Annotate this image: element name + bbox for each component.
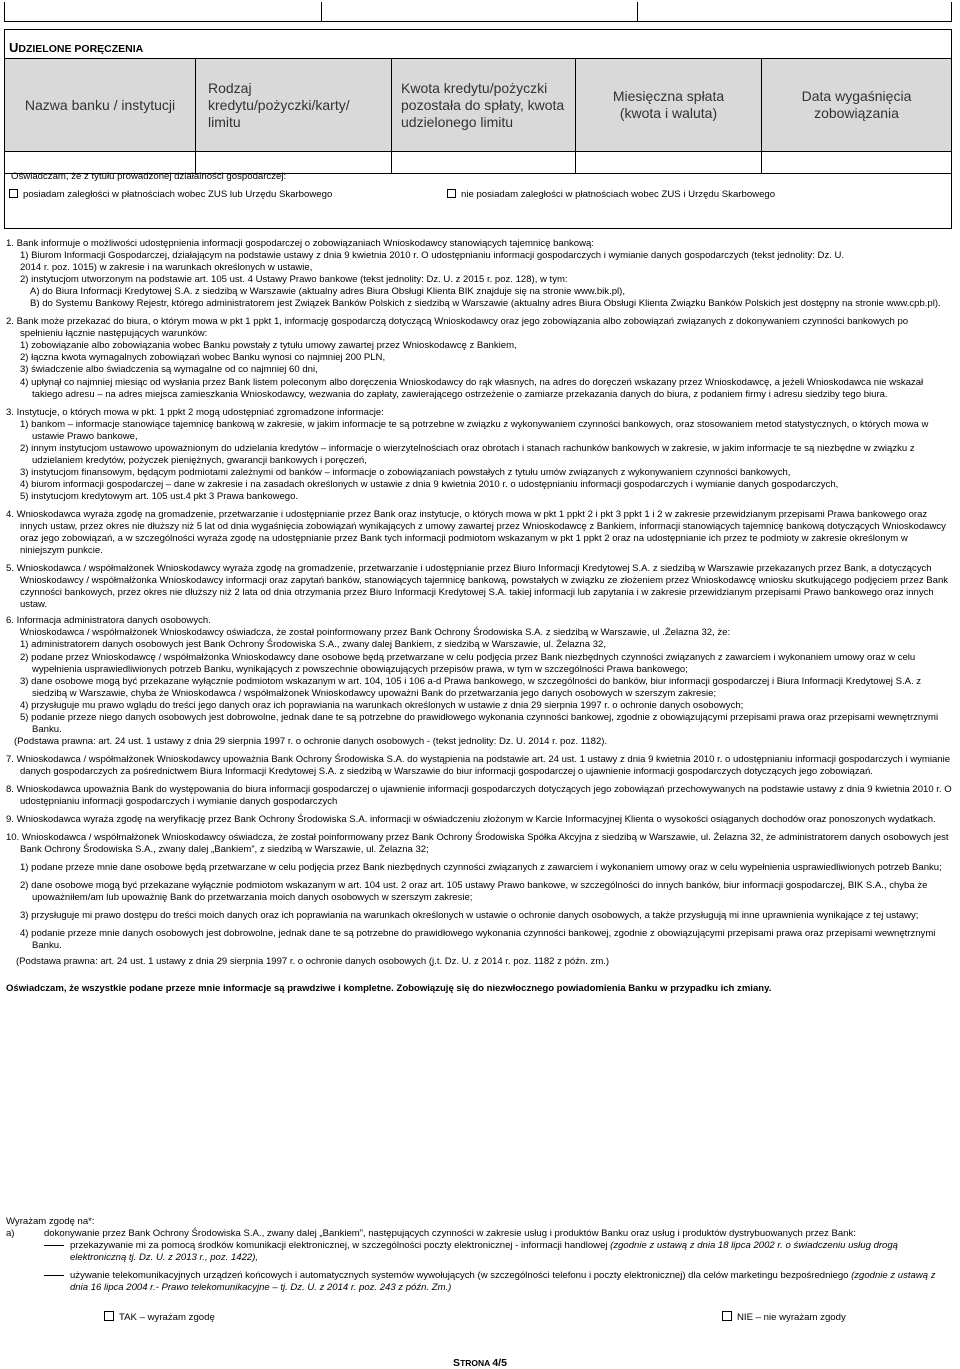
declaration-option-no[interactable]: nie posiadam zaległości w płatnościach wobec ZUS i Urzędu Skarbowego [447, 189, 775, 200]
top-table-strip [4, 2, 952, 22]
declaration-intro: Oświadczam, że z tytułu prowadzonej działalności gospodarczej: [11, 171, 287, 182]
page-number: STRONA 4/5 [453, 1357, 507, 1369]
header-expiry-date: Data wygaśnięcia zobowiązania [761, 58, 951, 151]
guarantees-table [4, 29, 952, 229]
guarantees-title: UDZIELONE PORĘCZENIA [9, 40, 144, 55]
header-amount-remaining: Kwota kredytu/pożyczki pozostała do spłaty, kwota udzielonego limitu [391, 58, 575, 151]
header-monthly-payment: Miesięczna spłata (kwota i waluta) [575, 58, 761, 151]
consent-yes-option[interactable]: TAK – wyrażam zgodę [104, 1311, 215, 1323]
consent-section: Wyrażam zgodę na*: a) dokonywanie przez Bank Ochrony Środowiska S.A., zwany dalej „Bankiem”, następujących czynności w zakresie usług i produktów Banku oraz usług i produktów dystrybuowanych przez Bank: przekazywanie mi za pomocą środków komunikacji elektronicznej, w szczególności poczty elektronicznej - informacji handlowej (zgodnie z ustawą z dnia 18 lipca 2002 r. o świadczeniu usług drogą elektroniczną tj. Dz. U. z 2013 r., poz. 1422), używanie telekomunikacyjnych urządzeń końcowych i automatycznych systemów wywołujących (w szczególności telefonu i poczty elektronicznej) dla celów marketingu bezpośredniego (zgodnie z ustawą z dnia 16 lipca 2004 r.- Prawo telekomunikacyjne – tj. Dz. U. z 2014 r. poz. 243 z późn. Zm.) [6, 1216, 952, 1294]
header-bank-name: Nazwa banku / instytucji [5, 58, 195, 151]
checkbox-icon[interactable] [722, 1311, 732, 1321]
dash-icon [44, 1245, 64, 1246]
dash-icon [44, 1275, 64, 1276]
consent-no-option[interactable]: NIE – nie wyrażam zgody [722, 1311, 846, 1323]
checkbox-icon[interactable] [447, 189, 456, 198]
declaration-option-yes[interactable]: posiadam zaległości w płatnościach wobec ZUS lub Urzędu Skarbowego [9, 189, 332, 200]
truth-statement: Oświadczam, że wszystkie podane przeze mnie informacje są prawdziwe i kompletne. Zobowiązuję się do niezwłocznego powiadomienia Banku w przypadku ich zmiany. [6, 982, 772, 994]
checkbox-icon[interactable] [9, 189, 18, 198]
consent-telecom-marketing: używanie telekomunikacyjnych urządzeń końcowych i automatycznych systemów wywołujących (w szczególności telefonu i poczty elektronicznej) dla celów marketingu bezpośredniego (zgodnie z ustawą z dnia 16 lipca 2004 r.- Prawo telekomunikacyjne – tj. Dz. U. z 2014 r. poz. 243 z późn. Zm.) [6, 1270, 952, 1294]
header-credit-type: Rodzaj kredytu/pożyczki/karty/ limitu [195, 58, 391, 151]
checkbox-icon[interactable] [104, 1311, 114, 1321]
terms-content: 1. Bank informuje o możliwości udostępnienia informacji gospodarczej o zobowiązaniach Wnioskodawcy stanowiących tajemnicę bankową: 1) Biurom Informacji Gospodarczej, działającym na podstawie ustawy z dnia 9 kwietnia 2010 r. O udostępnianiu informacji gospodarczych i wymianie danych gospodarczych (tekst jednolity: Dz. U. 2014 r. poz. 1015) w zakresie i na warunkach określonych w ustawie, 2) instytucjom utworzonym na podstawie art. 105 ust. 4 Ustawy Prawo bankowe (tekst jednolity: Dz. U. z 2015 r. poz. 128), w tym: A) do Biura Informacji Kredytowej S.A. z siedzibą w Warszawie (aktualny adres Biura Obsługi Klienta BIK znajduje się na stronie www.bik.pl), B) do Systemu Bankowy Rejestr, którego administratorem jest Związek Banków Polskich z siedzibą w Warszawie (aktualny adres Biura Obsługi Klienta Związku Banków Polskich jest dostępny na stronie www.cpb.pl). 2. Bank może przekazać do biura, o którym mowa w pkt 1 ppkt 1, informację gospodarczą dotyczącą Wnioskodawcy oraz jego zobowiązania albo zobowiązań związanych z dokonywaniem czynności bankowych po spełnieniu łącznie następujących warunków: 1) zobowiązanie albo zobowiązania wobec Banku powstały z tytułu umowy zawartej przez Wnioskodawcę z Bankiem, 2) łączna kwota wymagalnych zobowiązań wobec Banku wynosi co najmniej 200 PLN, 3) świadczenie albo świadczenia są wymagalne od co najmniej 60 dni, 4) upłynął co najmniej miesiąc od wysłania przez Bank listem poleconym albo doręczenia Wnioskodawcy do rąk własnych, na adres do doręczeń wskazany przez Wnioskodawcę, a jeżeli Wnioskodawca nie wskazał takiego adresu – na adres miejsca zamieszkania Wnioskodawcy, wezwania do zapłaty, zawierającego ostrzeżenie o zamiarze przekazania danych do biura, z podaniem firmy i adresu siedziby tego biura. 3. Instytucje, o których mowa w pkt. 1 ppkt 2 mogą udostępniać zgromadzone informacje: 1) bankom – informacje stanowiące tajemnicę bankową w zakresie, w jakim informacje te są potrzebne w związku z wykonywaniem czynności bankowych, oraz stosowaniem metod statystycznych, o których mowa w ustawie Prawo bankowe, 2) innym instytucjom ustawowo upoważnionym do udzielania kredytów – informacje o wierzytelnościach oraz obrotach i stanach rachunków bankowych w zakresie, w jakim informacje te są niezbędne w związku z udzielaniem kredytów, pożyczek pieniężnych, gwarancji bankowych i poręczeń, 3) instytucjom finansowym, będącym podmiotami zależnymi od banków – informacje o zobowiązaniach powstałych z tytułu umów związanych z wykonywaniem czynności bankowych, 4) biurom informacji gospodarczej – dane w zakresie i na zasadach określonych w ustawie z dnia 9 kwietnia 2010 r. o udostępnianiu informacji gospodarczych i wymianie danych gospodarczych, 5) instytucjom kredytowym art. 105 ust.4 pkt 3 Prawa bankowego. 4. Wnioskodawca wyraża zgodę na gromadzenie, przetwarzanie i udostępnianie przez Bank oraz instytucje, o których mowa w pkt 1 ppkt 2 i pkt 3 ppkt 1 i 2 w zakresie przewidzianym przepisami Prawa bankowego oraz innych ustaw, przez okres nie dłuższy niż 5 lat od dnia wygaśnięcia zobowiązań wynikających z umowy zawartej przez Wnioskodawcę z Bankiem, informacji stanowiących tajemnicę bankową dotyczących Wnioskodawcy oraz jego zobowiązań, a w szczególności wyraża zgodę na udostępnianie przez Bank tych informacji podmiotom wskazanym w pkt 1 ppkt 2 oraz na udostępnianie ich przez te podmioty w zakresie określonym w niniejszym punkcie. 5. Wnioskodawca / współmałżonek Wnioskodawcy wyraża zgodę na gromadzenie, przetwarzanie i udostępnianie przez Biuro Informacji Kredytowej S.A. z siedzibą w Warszawie przekazanych przez Bank, a dotyczących Wnioskodawcy / współmałżonka Wnioskodawcy informacji oraz zapytań banków, stanowiących tajemnicę bankową, powstałych w związku ze złożeniem przez Wnioskodawcę wniosku skutkującego podjęciem przez Bank czynności bankowych, przez okres nie dłuższy niż 2 lata od dnia otrzymania przez Biuro Informacji Kredytowej S.A. takiej informacji lub zapytania i w zakresie przewidzianym przepisami Prawo bankowego oraz innych ustaw. 6. Informacja administratora danych osobowych. Wnioskodawca / współmałżonek Wnioskodawcy oświadcza, że został poinformowany przez Bank Ochrony Środowiska S.A. z siedzibą w Warszawie, ul .Żelazna 32, że: 1) administratorem danych osobowych jest Bank Ochrony Środowiska S.A., zwany dalej Bankiem, z siedzibą w Warszawie, ul. Żelazna 32, 2) podane przez Wnioskodawcę / współmałżonka Wnioskodawcy dane osobowe będą przetwarzane w celu podjęcia przez Bank niezbędnych czynności związanych z zawarciem i wykonaniem umowy oraz w celu wypełnienia usprawiedliwionych potrzeb Banku, wynikających z powszechnie obowiązujących przepisów prawa, w tym w szczególności Prawa bankowego; 3) dane osobowe mogą być przekazane wyłącznie podmiotom wskazanym w art. 104, 105 i 106 a-d Prawa bankowego, w szczególności do banków, biur informacji gospodarczej i Biura Informacji Kredytowej S.A. z siedzibą w Warszawie, chyba że Wnioskodawca / współmałżonek Wnioskodawcy upoważni Bank do przetwarzania jego danych osobowych w szerszym zakresie; 4) przysługuje mu prawo wglądu do treści jego danych oraz ich poprawiania na warunkach określonych w ustawie z dnia 29 sierpnia 1997 r. o ochronie danych osobowych; 5) podanie przeze niego danych osobowych jest dobrowolne, jednak dane te są potrzebne do prawidłowego wykonania czynności bankowej, zgodnie z obowiązującymi przepisami prawa oraz przepisami wewnętrznymi Banku. (Podstawa prawna: art. 24 ust. 1 ustawy z dnia 29 sierpnia 1997 r. o ochronie danych osobowych - (tekst jednolity: Dz. U. 2014 r. poz. 1182). 7. Wnioskodawca / współmałżonek Wnioskodawcy upoważnia Bank Ochrony Środowiska S.A. do wystąpienia na podstawie art. 24 ust. 1 ustawy z dnia 9 kwietnia 2010 r. o udostępnianiu informacji gospodarczych i wymianie danych gospodarczych za pośrednictwem Biura Informacji Kredytowej S.A. z siedzibą w Warszawie do biur informacji gospodarczej o ujawnienie informacji gospodarczych dotyczących jego zobowiązań. 8. Wnioskodawca upoważnia Bank do występowania do biura informacji gospodarczej o ujawnienie informacji gospodarczych dotyczących jego zobowiązań przechowywanych na podstawie ustawy z dnia 9 kwietnia 2010 r. O udostępnianiu informacji gospodarczych i wymianie danych gospodarczych 9. Wnioskodawca wyraża zgodę na weryfikację przez Bank Ochrony Środowiska S.A. informacji w oświadczeniu złożonym w Karcie Informacyjnej Klienta o wysokości osiąganych dochodów oraz ponoszonych wydatkach. 10. Wnioskodawca / współmałżonek Wnioskodawcy oświadcza, że został poinformowany przez Bank Ochrony Środowiska Spółka Akcyjna z siedzibą w Warszawie, ul. Żelazna 32, że administratorem danych osobowych jest Bank Ochrony Środowiska S.A., zwany dalej „Bankiem”, z siedzibą w Warszawie, ul. Żelazna 32; 1) podane przeze mnie dane osobowe będą przetwarzane w celu podjęcia przez Bank niezbędnych czynności związanych z zawarciem i wykonaniem umowy oraz w celu wypełnienia usprawiedliwionych potrzeb Banku; 2) dane osobowe mogą być przekazane wyłącznie podmiotom wskazanym w art. 104 ust. 2 oraz art. 105 ustawy Prawo bankowe, w szczególności do innych banków, biur informacji gospodarczej, BIK S.A., chyba że upoważniłem/am lub upoważnię Bank do przetwarzania moich danych osobowych w szerszym zakresie; 3) przysługuje mi prawo dostępu do treści moich danych oraz ich poprawiania na warunkach określonych w ustawie o ochronie danych osobowych, a także przysługują mi inne uprawnienia wynikające z tej ustawy; 4) podanie przeze mnie danych osobowych jest dobrowolne, jednak dane te są potrzebne do prawidłowego wykonania czynności bankowej, zgodnie z obowiązującymi przepisami prawa oraz przepisami wewnętrznymi Banku. (Podstawa prawna: art. 24 ust. 1 ustawy z dnia 29 sierpnia 1997 r. o ochronie danych osobowych (j.t. Dz. U. z 2014 r. poz. 1182 z późn. zm.) Oświadczam, że wszystkie podane przeze mnie informacje są prawdziwe i kompletne. Zobowiązuję się do niezwłocznego powiadomienia Banku w przypadku ich zmiany. [6, 238, 952, 994]
consent-electronic-marketing: przekazywanie mi za pomocą środków komunikacji elektronicznej, w szczególności poczty elektronicznej - informacji handlowej (zgodnie z ustawą z dnia 18 lipca 2002 r. o świadczeniu usług drogą elektroniczną tj. Dz. U. z 2013 r., poz. 1422), [6, 1240, 952, 1264]
